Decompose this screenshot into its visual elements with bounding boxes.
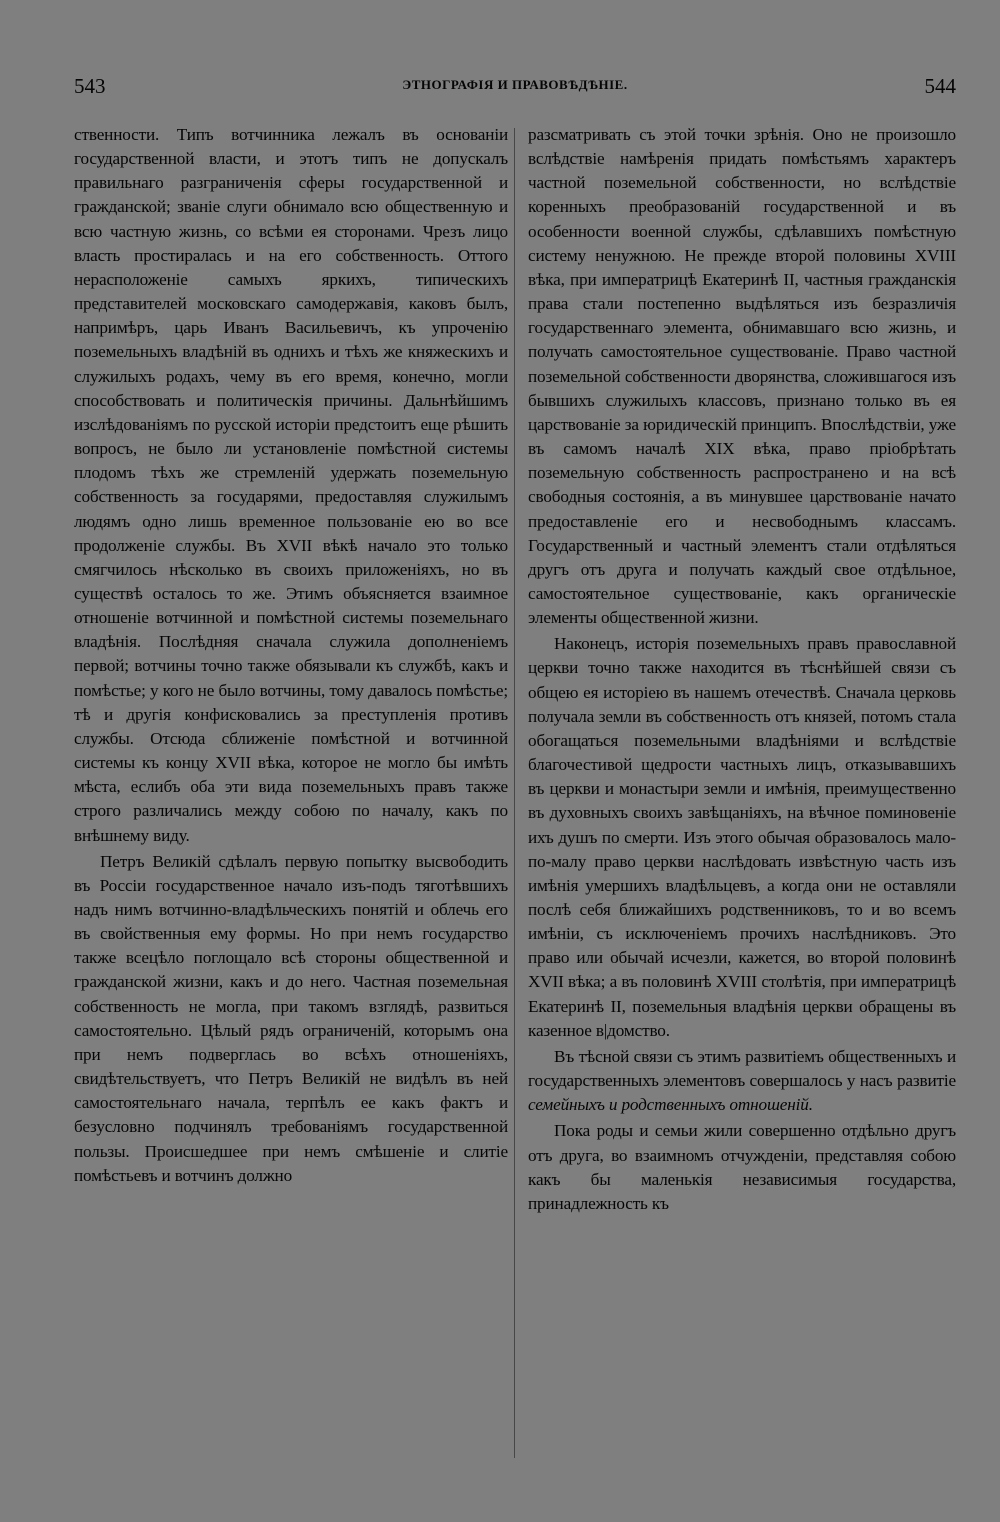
paragraph: ственности. Типъ вотчинника лежалъ въ основаніи государственной власти, и этотъ типъ не допускалъ правильнаго разграниченія сферы государственной и гражданской; званіе слуги обнимало всю общественную и всю частную жизнь, со всѣми ея сторонами. Чрезъ лицо власть простиралась и на его собственность. Оттого нерасположеніе самыхъ яркихъ, типическихъ представителей московскаго самодержавія, каковъ былъ, напримѣръ, царь Иванъ Васильевичъ, къ упроченію поземельныхъ владѣній въ однихъ и тѣхъ же княжескихъ и служилыхъ родахъ, чему въ его время, конечно, могли способствовать и политическія причины. Дальнѣйшимъ изслѣдованіямъ по русской исторіи предстоитъ еще рѣшить вопросъ, не было ли установленіе помѣстной системы плодомъ тѣхъ же стремленій удержать поземельную собственность за государями, предоставляя служилымъ людямъ одно лишь временное пользованіе ею во все продолженіе службы. Въ XVII вѣкѣ начало это только смягчилось нѣсколько въ своихъ приложеніяхъ, но въ существѣ осталось то же. Этимъ объясняется взаимное отношеніе вотчинной и помѣстной системы поземельнаго владѣнія. Послѣдняя сначала служила дополненіемъ первой; вотчины точно также обязывали къ службѣ, какъ и помѣстье; у кого не было вотчины, тому давалось помѣстье; тѣ и другія конфисковались за преступленія противъ службы. Отсюда сближеніе помѣстной и вотчинной системы къ концу XVII вѣка, которое не могло бы имѣть мѣста, еслибъ оба эти вида поземельныхъ правъ также строго различались между собою по началу, какъ по внѣшнему виду.	[74, 125, 508, 845]
page-number-left: 543	[74, 74, 106, 98]
paragraph: Пока роды и семьи жили совершенно отдѣльно другъ отъ друга, во взаимномъ отчужденіи, представляя собою какъ бы маленькія независимыя государства, принадлежность къ	[528, 1121, 956, 1213]
italic-phrase: семейныхъ и родственныхъ отношеній.	[528, 1095, 813, 1115]
left-column	[74, 123, 508, 1188]
paragraph: Петръ Великій сдѣлалъ первую попытку высвободить въ Россіи государственное начало изъ-подъ тяготѣвшихъ надъ нимъ вотчинно-владѣльческихъ понятій и облечь его въ свойственныя ему формы. Но при немъ государство также всецѣло поглощало всѣ стороны общественной и гражданской жизни, какъ и до него. Частная поземельная собственность не могла, при такомъ взглядѣ, развиться самостоятельно. Цѣлый рядъ ограниченій, которымъ она при немъ подверглась во всѣхъ отношеніяхъ, свидѣтельствуетъ, что Петръ Великій не видѣлъ въ ней самостоятельнаго начала, терпѣлъ ее какъ фактъ и безусловно подчинялъ требованіямъ государственной пользы. Происшедшее при немъ смѣшеніе и слитіе помѣстьевъ и вотчинъ должно	[74, 851, 508, 1185]
paragraph	[528, 1045, 956, 1117]
column-divider	[514, 128, 515, 1458]
running-title: ЭТНОГРАФІЯ И ПРАВОВѢДѢНІЕ.	[402, 77, 628, 92]
paragraph: Наконецъ, исторія поземельныхъ правъ православной церкви точно также находится въ тѣснѣйшей связи съ общею ея исторіею въ нашемъ отечествѣ. Сначала церковь получала земли въ собственность отъ князей, потомъ стала обогащаться поземельными владѣніями и вслѣдствіе благочестивой щедрости частныхъ лицъ, отказывавшихъ въ церкви и монастыри земли и имѣнія, преимущественно въ духовныхъ своихъ завѣщаніяхъ, на вѣчное поминовеніе ихъ душъ по смерти. Изъ этого обычая образовалось мало-по-малу право церкви наслѣдовать извѣстную часть изъ имѣнія умершихъ владѣльцевъ, а когда они не оставляли послѣ себя ближайшихъ родственниковъ, то и во всемъ имѣніи, съ исключеніемъ прочихъ наслѣдниковъ. Это право или обычай исчезли, кажется, во второй половинѣ XVII вѣка; а въ половинѣ XVIII столѣтія, при императрицѣ Екатеринѣ II, поземельныя владѣнія церкви обращены въ казенное в|домство.	[528, 634, 956, 1040]
paragraph: разсматривать съ этой точки зрѣнія. Оно не произошло вслѣдствіе намѣренія придать помѣстьямъ характеръ частной поземельной собственности, но вслѣдствіе коренныхъ преобразованій государственной и въ особенности военной службы, сдѣлавшихъ помѣстную систему ненужною. Не прежде второй половины XVIII вѣка, при императрицѣ Екатеринѣ II, частныя гражданскія права стали постепенно выдѣляться изъ безразличія государственнаго элемента, обнимавшаго всю жизнь, и получать самостоятельное существованіе. Право частной поземельной собственности дворянства, сложившагося изъ бывшихъ служилыхъ классовъ, признано только въ ея царствованіе за юридическій принципъ. Впослѣдствіи, уже въ самомъ началѣ XIX вѣка, право пріобрѣтать поземельную собственность распространено и на всѣ свободныя состоянія, а въ минувшее царствованіе начато предоставленіе его и несвободнымъ классамъ. Государственный и частный элементъ стали отдѣляться другъ отъ друга и получать каждый свое отдѣльное, самостоятельное существованіе, какъ органическіе элементы общественной жизни.	[528, 125, 956, 628]
right-column	[528, 123, 956, 1216]
paragraph-text: Въ тѣсной связи съ этимъ развитіемъ общественныхъ и государственныхъ элементовъ совершалось у насъ развитіе	[528, 1046, 956, 1091]
page-header	[74, 74, 956, 102]
page-number-right: 544	[924, 74, 956, 98]
